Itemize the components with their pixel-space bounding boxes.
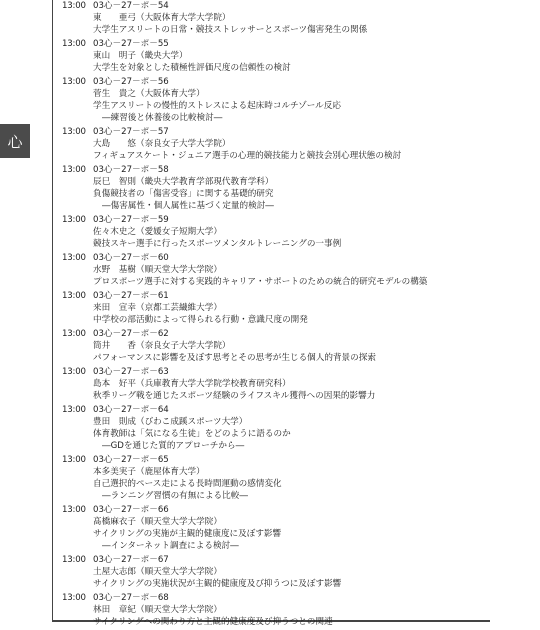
entry-content — [93, 214, 532, 250]
entry-author: 林田 章紀（順天堂大学大学院） — [93, 605, 222, 615]
entry-title: サイクリングの実施が主観的健康度に及ぼす影響 — [93, 529, 282, 539]
program-entry — [62, 504, 532, 552]
entry-author: 東 亜弓（大阪体育大学大学院） — [93, 13, 231, 23]
entry-author: 来田 宣幸（京都工芸繊維大学） — [93, 303, 222, 313]
entry-content — [93, 252, 532, 288]
entry-time: 13:00 — [62, 215, 86, 225]
entry-content — [93, 290, 532, 326]
entry-time: 13:00 — [62, 593, 86, 603]
program-entry — [62, 404, 532, 452]
entry-content — [93, 328, 532, 364]
entry-code: 03心－27－ポ－68 — [93, 593, 169, 603]
entry-code: 03心－27－ポ－66 — [93, 505, 169, 515]
program-entry — [62, 328, 532, 364]
entry-content — [93, 38, 532, 74]
entry-title: 負傷競技者の「傷害受容」に関する基礎的研究 — [93, 189, 274, 199]
program-entry — [62, 126, 532, 162]
program-entry — [62, 252, 532, 288]
entry-code: 03心－27－ポ－64 — [93, 405, 169, 415]
entry-code: 03心－27－ポ－54 — [93, 1, 169, 11]
entry-time: 13:00 — [62, 77, 86, 87]
entry-subtitle: ―インターネット調査による検討― — [102, 541, 239, 551]
entry-code: 03心－27－ポ－63 — [93, 367, 169, 377]
entry-author: 辰巳 智則（畿央大学教育学部現代教育学科） — [93, 177, 274, 187]
entry-content — [93, 76, 532, 124]
entry-author: 佐々木史之（愛媛女子短期大学） — [93, 227, 222, 237]
entry-code: 03心－27－ポ－58 — [93, 165, 169, 175]
entry-title: パフォーマンスに影響を及ぼす思考とその思考が生じる個人的背景の探索 — [93, 353, 376, 363]
entry-subtitle: ―傷害属性・個人属性に基づく定量的検討― — [102, 201, 274, 211]
entry-content — [93, 366, 532, 402]
program-entry — [62, 76, 532, 124]
entry-content — [93, 454, 532, 502]
entry-time: 13:00 — [62, 1, 86, 11]
entry-title: 大学生アスリートの日常・競技ストレッサーとスポーツ傷害発生の関係 — [93, 25, 368, 35]
entry-time: 13:00 — [62, 405, 86, 415]
entry-time: 13:00 — [62, 555, 86, 565]
entry-time: 13:00 — [62, 253, 86, 263]
entry-code: 03心－27－ポ－61 — [93, 291, 169, 301]
entry-time: 13:00 — [62, 291, 86, 301]
entry-time: 13:00 — [62, 455, 86, 465]
program-entry — [62, 554, 532, 590]
program-entry — [62, 38, 532, 74]
entry-subtitle: ―GDを通じた質的アプローチから― — [102, 441, 245, 451]
entry-title: フィギュアスケート・ジュニア選手の心理的競技能力と競技会別心理状態の検討 — [93, 151, 402, 161]
program-entry — [62, 366, 532, 402]
entry-content — [93, 0, 532, 36]
entry-code: 03心－27－ポ－65 — [93, 455, 169, 465]
program-entry — [62, 0, 532, 36]
entry-time: 13:00 — [62, 127, 86, 137]
entry-content — [93, 164, 532, 212]
section-tab-label: 心 — [7, 132, 23, 151]
entry-author: 島本 好平（兵庫教育大学大学院学校教育研究科） — [93, 379, 291, 389]
entry-title: 秋季リーグ戦を通じたスポーツ経験のライフスキル獲得への因果的影響力 — [93, 391, 376, 401]
program-list — [62, 0, 532, 630]
entry-code: 03心－27－ポ－59 — [93, 215, 169, 225]
entry-time: 13:00 — [62, 505, 86, 515]
entry-code: 03心－27－ポ－67 — [93, 555, 169, 565]
entry-code: 03心－27－ポ－55 — [93, 39, 169, 49]
entry-title: 大学生を対象とした積極性評価尺度の信頼性の検討 — [93, 63, 291, 73]
entry-author: 水野 基樹（順天堂大学大学院） — [93, 265, 222, 275]
entry-code: 03心－27－ポ－62 — [93, 329, 169, 339]
entry-content — [93, 554, 532, 590]
entry-time: 13:00 — [62, 367, 86, 377]
entry-title: 自己選択的ペース走による長時間運動の感情変化 — [93, 479, 282, 489]
program-entry — [62, 164, 532, 212]
entry-title: 学生アスリートの慢性的ストレスによる起床時コルチゾール反応 — [93, 101, 341, 111]
entry-author: 本多美実子（鹿屋体育大学） — [93, 467, 205, 477]
entry-author: 土屋大志郎（順天堂大学大学院） — [93, 567, 222, 577]
program-entry — [62, 214, 532, 250]
entry-title: 中学校の部活動によって得られる行動・意識尺度の開発 — [93, 315, 308, 325]
section-tab[interactable] — [0, 124, 30, 158]
entry-author: 大島 悠（奈良女子大学大学院） — [93, 139, 231, 149]
left-rule — [52, 0, 53, 620]
program-entry — [62, 290, 532, 326]
entry-author: 東山 明子（畿央大学） — [93, 51, 188, 61]
entry-author: 豊田 則成（びわこ成蹊スポーツ大学） — [93, 417, 248, 427]
entry-author: 菅生 貴之（大阪体育大学） — [93, 89, 205, 99]
entry-subtitle: ―ランニング習慣の有無による比較― — [102, 491, 248, 501]
entry-title: サイクリングの実施状況が主観的健康度及び抑うつに及ぼす影響 — [93, 579, 342, 589]
entry-time: 13:00 — [62, 329, 86, 339]
entry-title: プロスポーツ選手に対する実践的キャリア・サポートのための統合的研究モデルの構築 — [93, 277, 428, 287]
entry-title: サイクリングへの関わり方と主観的健康度及び抑うつとの関連 — [93, 617, 333, 627]
entry-title: 競技スキー選手に行ったスポーツメンタルトレーニングの一事例 — [93, 239, 342, 249]
entry-code: 03心－27－ポ－57 — [93, 127, 169, 137]
entry-content — [93, 504, 532, 552]
entry-time: 13:00 — [62, 165, 86, 175]
entry-content — [93, 126, 532, 162]
entry-author: 髙橋麻衣子（順天堂大学大学院） — [93, 517, 222, 527]
entry-subtitle: ―練習後と休養後の比較検討― — [102, 113, 223, 123]
entry-code: 03心－27－ポ－56 — [93, 77, 169, 87]
entry-author: 筒井 香（奈良女子大学大学院） — [93, 341, 231, 351]
entry-time: 13:00 — [62, 39, 86, 49]
entry-code: 03心－27－ポ－60 — [93, 253, 169, 263]
entry-title: 体育教師は「気になる生徒」をどのように語るのか — [93, 429, 291, 439]
entry-content — [93, 404, 532, 452]
program-entry — [62, 454, 532, 502]
